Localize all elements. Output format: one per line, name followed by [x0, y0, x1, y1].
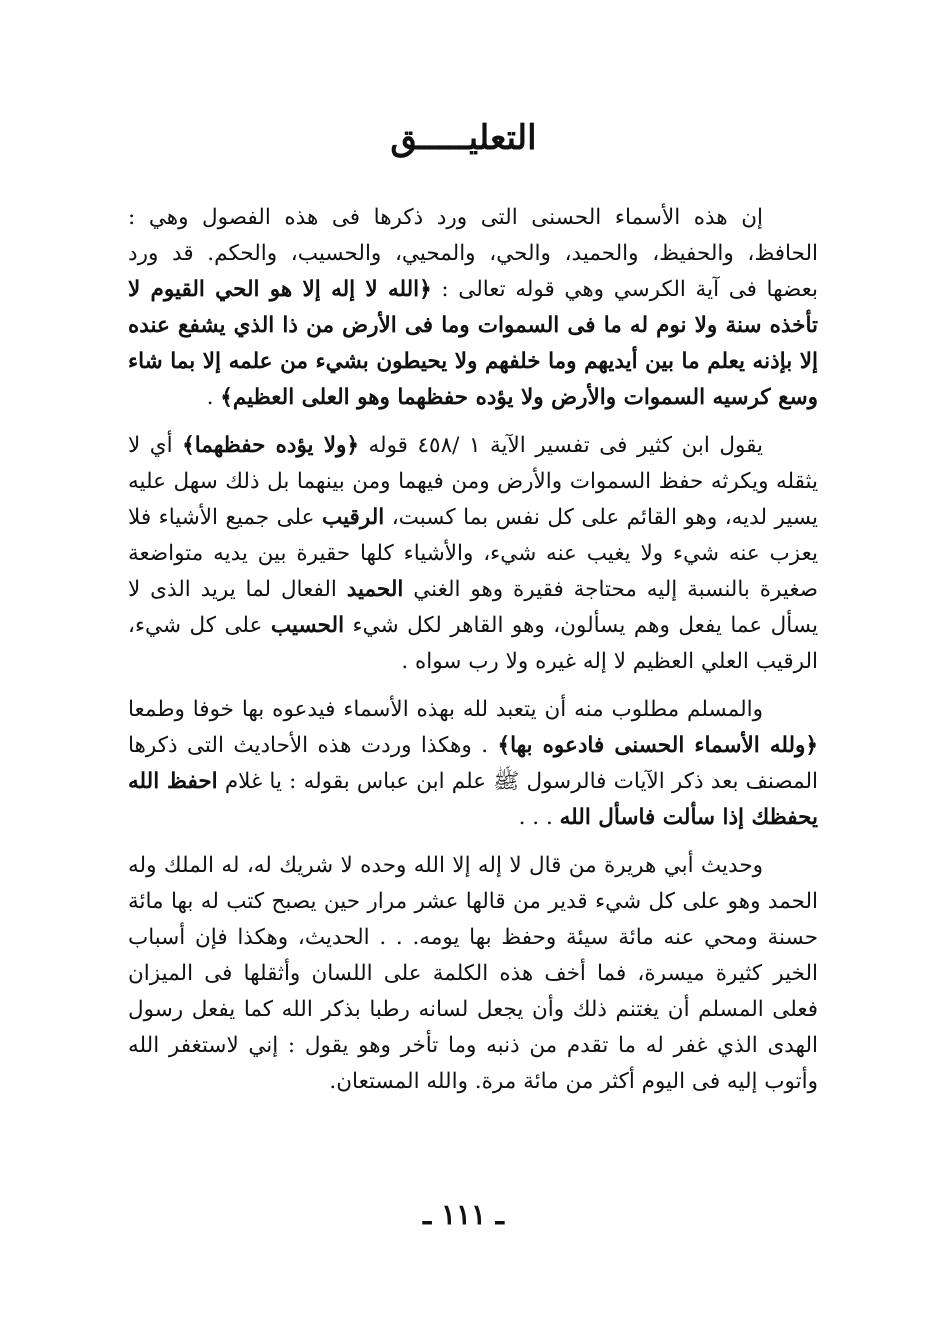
commentary-body: [128, 200, 818, 1112]
bold-text-segment: الحميد: [346, 577, 404, 602]
paragraph: [128, 428, 818, 680]
bold-text-segment: ﴿الله لا إله إلا هو الحي القيوم لا تأخذه سنة ولا نوم له ما فى السموات وما فى الأرض من ذا الذي يشفع عنده إلا بإذنه يعلم ما بين أيديهم وما خلفهم ولا يحيطون بشيء من علمه إلا بما شاء وسع كرسيه السموات والأرض ولا يؤده حفظهما وهو العلى العظيم﴾: [128, 277, 818, 410]
bold-text-segment: ﴿ولله الأسماء الحسنى فادعوه بها﴾: [497, 733, 819, 758]
bold-text-segment: احفظ الله يحفظك إذا سألت فاسأل الله: [128, 769, 818, 830]
paragraph: [128, 848, 818, 1100]
text-segment: وحديث أبي هريرة من قال لا إله إلا الله وحده لا شريك له، له الملك وله الحمد وهو على كل شيء قدير من قالها عشر مرار حين يصبح كتب له بها مائة حسنة ومحي عنه مائة سيئة وحفظ بها يومه. . . الحديث، وهكذا فإن أسباب الخير كثيرة ميسرة، فما أخف هذه الكلمة على اللسان وأثقلها فى الميزان فعلى المسلم أن يغتنم ذلك وأن يجعل لسانه رطبا بذكر الله كما يفعل رسول الهدى الذي غفر له ما تقدم من ذنبه وما تأخر وهو يقول : إني لاستغفر الله وأتوب إليه فى اليوم أكثر من مائة مرة. والله المستعان.: [128, 853, 818, 1094]
page-number: ـ ١١١ ـ: [422, 1198, 505, 1231]
text-segment: والمسلم مطلوب منه أن يتعبد لله بهذه الأسماء فيدعوه بها خوفا وطمعا: [128, 697, 763, 722]
bold-text-segment: الرقيب: [321, 505, 385, 530]
text-segment: . وهكذا وردت هذه الأحاديث التى ذكرها المصنف بعد ذكر الآيات فالرسول ﷺ علم ابن عباس بقوله : يا غلام: [128, 733, 818, 794]
bold-text-segment: ﴿ولا يؤده حفظهما﴾: [182, 433, 359, 458]
paragraph: [128, 692, 818, 836]
text-segment: الفعال لما يريد الذى لا يسأل عما يفعل وهم يسألون، وهو القاهر لكل شيء: [128, 577, 819, 638]
text-segment: يقول ابن كثير فى تفسير الآية ١ /٤٥٨ قوله: [358, 433, 764, 458]
text-segment: إن هذه الأسماء الحسنى التى ورد ذكرها فى هذه الفصول وهي : الحافظ، والحفيظ، والحميد، والحي، والمحيي، والحسيب، والحكم. قد ورد بعضها فى آية الكرسي وهي قوله تعالى :: [128, 205, 818, 302]
text-segment: .: [206, 385, 221, 410]
text-segment: على كل شيء، الرقيب العلي العظيم لا إله غيره ولا رب سواه .: [128, 613, 818, 674]
text-segment: أي لا يثقله ويكرثه حفظ السموات والأرض ومن فيهما ومن بينهما بل ذلك سهل عليه يسير لديه، وهو القائم على كل نفس بما كسبت،: [128, 433, 819, 530]
text-segment: على جميع الأشياء فلا يعزب عنه شيء ولا يغيب عنه شيء، والأشياء كلها حقيرة بين يديه متواضعة صغيرة بالنسبة إليه محتاجة فقيرة وهو الغني: [128, 505, 818, 602]
paragraph: [128, 200, 818, 416]
bold-text-segment: الحسيب: [270, 613, 345, 638]
text-segment: . . .: [518, 805, 560, 830]
page-title: التعليـــــق: [390, 118, 537, 158]
